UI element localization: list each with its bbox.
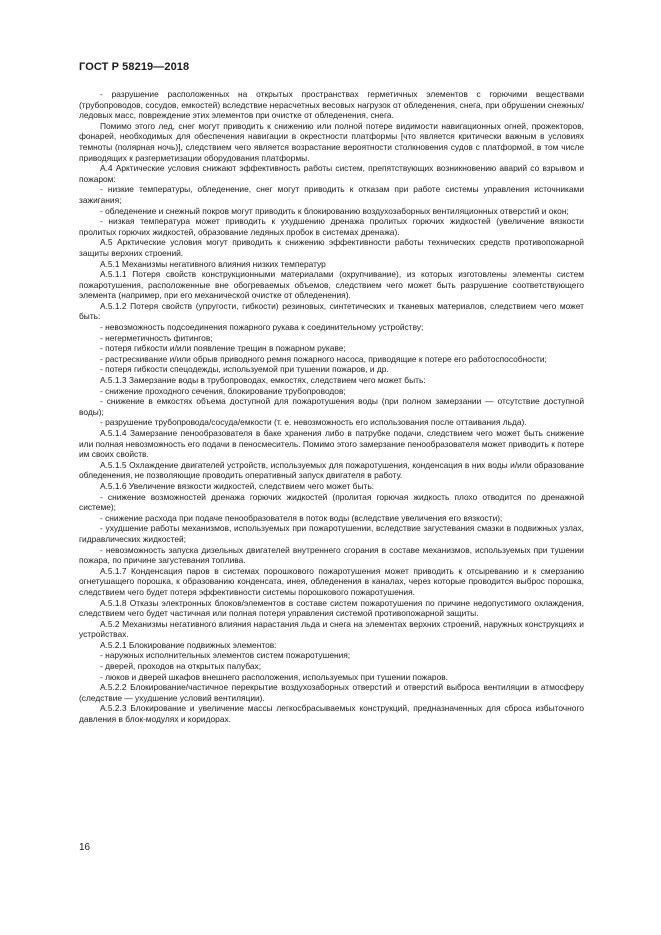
list-item: - снижение возможностей дренажа горючих жидкостей (пролитая горючая жидкость плохо отводится по дренажной системе); [79,491,584,513]
list-item: - потеря гибкости спецодежды, используемой при тушении пожаров, и др. [100,364,389,375]
list-item: - ухудшение работы механизмов, используемых при пожаротушении, вследствие загустевания смазки в подвижных узлах, гидравлических жидкостей; [79,523,584,544]
list-item: - невозможность подсоединения пожарного рукава к соединительному устройству; [100,322,424,333]
list-item: - люков и дверей шкафов внешнего расположения, используемых при тушении пожаров. [100,671,449,682]
list-item: - невозможность запуска дизельных двигателей внутреннего сгорания в составе механизмов, используемых при тушении пожара, по причине загустевания топлива. [79,544,584,566]
paragraph: - разрушение расположенных на открытых пространствах герметичных элементов с горючими веществами (трубопроводов, сосудов, емкостей) вследствие нерасчетных весовых нагрузок от обледенения, снега, при обрушении снежных/ледовых масс, повреждение этих элементов при очистке от обледенения, снега. [79,89,584,121]
list-item: - обледенение и снежный покров могут приводить к блокированию воздухозаборных вентиляционных отверстий и окон; [100,205,569,216]
paragraph: А.5.2 Механизмы негативного влияния нарастания льда и снега на элементах верхних строений, наружных конструкциях и устройствах. [79,618,584,640]
paragraph: Помимо этого лед, снег могут приводить к снижению или полной потере видимости навигационных огней, прожекторов, фонарей, необходимых для обеспечения навигации в окрестности платформы [что является критически важным в условиях темноты (полярная ночь)], следствием чего является возрастание вероятности столкновения судов с платформой, в том числе приводящих к разгерметизации оборудования платформы. [79,120,584,163]
paragraph: А.5.1.6 Увеличение вязкости жидкостей, следствием чего может быть: [100,480,375,491]
list-item: - негерметичность фитингов; [100,332,213,343]
paragraph: А.5.1.3 Замерзание воды в трубопроводах, емкостях, следствием чего может быть: [100,375,426,386]
list-item: - дверей, проходов на открытых палубах; [100,661,262,672]
paragraph: А.5.2.3 Блокирование и увеличение массы легкосбрасываемых конструкций, предназначенных для сброса избыточного давления в блок-модулях и коридорах. [79,703,584,725]
paragraph: А.5 Арктические условия могут приводить к снижению эффективности работы технических средств противопожарной защиты верхних строений. [79,237,584,258]
list-item: - низкая температура может приводить к ухудшению дренажа пролитых горючих жидкостей (увеличение вязкости пролитых горючих жидкостей, образование ледяных пробок в системах дренажа). [79,216,584,237]
list-item: - снижение в емкостях объема доступной для пожаротушения воды (при полном замерзании — отсутствие доступной воды); [79,396,584,417]
paragraph: А.5.1.7 Конденсация паров в системах порошкового пожаротушения может приводить к отсыреванию и к смерзанию огнетушащего порошка, к образованию конденсата, инея, обледенения в каналах, через которые проводится выброс порошка, следствием чего будет потеря эффективности системы порошкового пожаротушения. [79,565,584,597]
paragraph: А.5.2.2 Блокирование/частичное перекрытие воздухозаборных отверстий и отверстий выброса вентиляции в атмосферу (следствие — ухудшение условий вентиляции). [79,682,584,703]
paragraph: А.5.1.8 Отказы электронных блоков/элементов в составе систем пожаротушения по причине недопустимого охлаждения, следствием чего будет частичная или полная потеря управления системой противопожарной защиты. [79,597,584,619]
paragraph: А.5.1.1 Потеря свойств конструкционными материалами (охрупчивание), из которых изготовлены элементы систем пожаротушения, расположенные вне обогреваемых объемов, следствием чего может быть разрушение соответствующего элемента (например, при его механической очистке от обледенения). [79,269,584,301]
paragraph: А.4 Арктические условия снижают эффективность работы систем, препятствующих возникновению аварий со взрывом и пожаром: [79,163,584,184]
paragraph: А.5.1.5 Охлаждение двигателей устройств, используемых для пожаротушения, конденсация в них воды и/или образование обледенения, не позволяющие проводить оперативный запуск двигателя в работу. [79,459,584,481]
list-item: - растрескивание и/или обрыв приводного ремня пожарного насоса, приводящие к потере его работоспособности; [100,353,547,364]
standard-header: ГОСТ Р 58219—2018 [79,61,190,73]
document-body [79,89,584,725]
paragraph: А.5.1.4 Замерзание пенообразователя в баке хранения либо в патрубке подачи, следствием чего может быть снижение или полная невозможность его подачи в пеносмеситель. Помимо этого замерзание пенообразователя может приводить к потере им своих свойств. [79,428,584,460]
list-item: - наружных исполнительных элементов систем пожаротушения; [100,650,351,661]
list-item: - снижение проходного сечения, блокирование трубопроводов; [100,385,346,396]
list-item: - низкие температуры, обледенение, снег могут приводить к отказам при работе системы управления источниками зажигания; [79,184,584,205]
list-item: - снижение расхода при подаче пенообразователя в поток воды (вследствие увеличения его вязкости); [100,512,503,523]
section-heading: А.5.1 Механизмы негативного влияния низких температур [100,258,326,269]
list-item: - потеря гибкости и/или появление трещин в пожарном рукаве; [100,343,346,354]
paragraph: А.5.1.2 Потеря свойств (упругости, гибкости) резиновых, синтетических и тканевых материалов, следствием чего может быть: [79,300,584,322]
list-item: - разрушение трубопровода/сосуда/емкости (т. е. невозможность его использования после оттаивания льда). [100,417,527,428]
paragraph: А.5.2.1 Блокирование подвижных элементов: [100,639,277,650]
page-number: 16 [79,842,91,853]
